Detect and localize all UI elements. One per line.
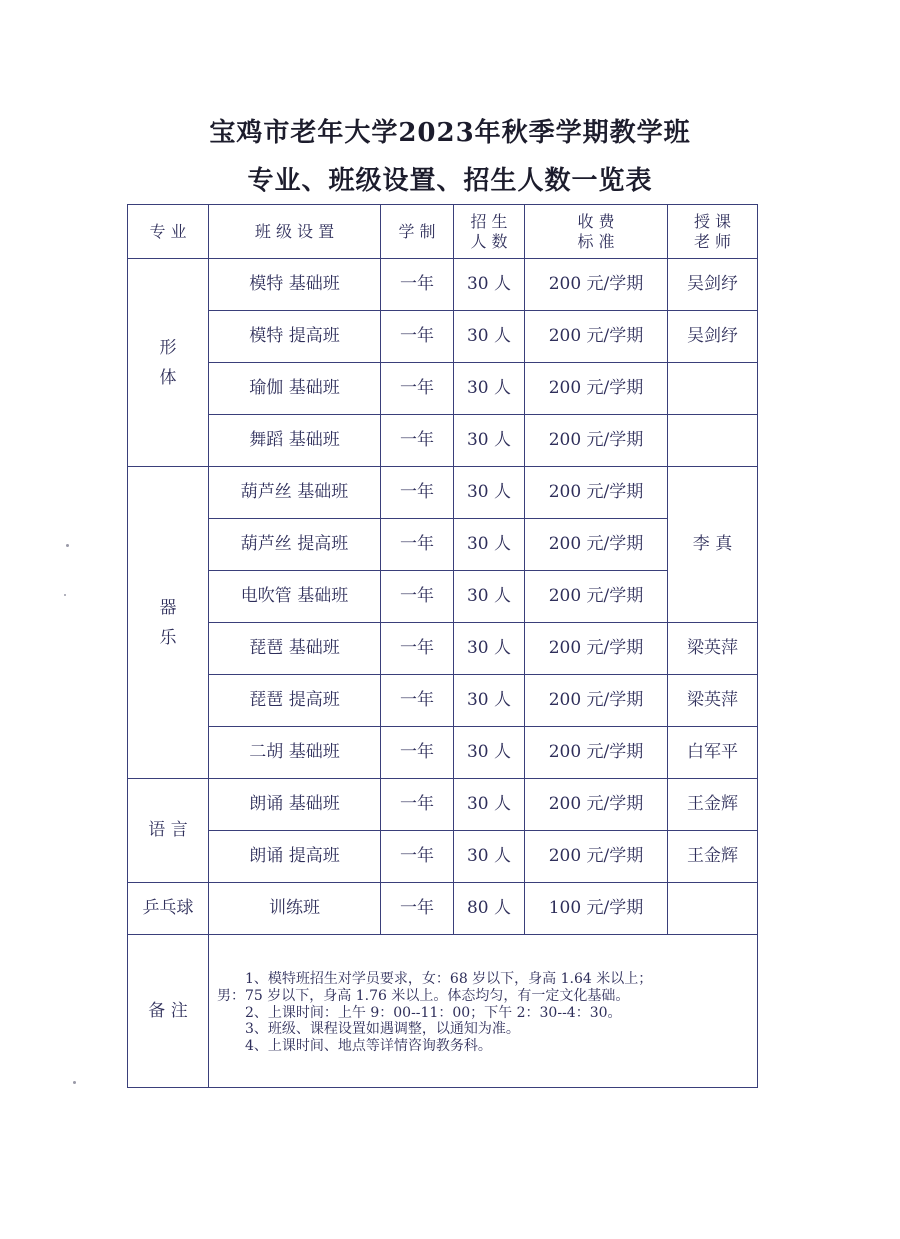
note-line: 男：75 岁以下，身高 1.76 米以上。体态均匀，有一定文化基础。 — [217, 987, 630, 1004]
enroll-cell: 30 人 — [454, 311, 525, 363]
system-cell: 一年 — [381, 519, 454, 571]
system-cell: 一年 — [381, 571, 454, 623]
header-major: 专 业 — [128, 205, 209, 259]
header-system: 学 制 — [381, 205, 454, 259]
enroll-cell: 30 人 — [454, 623, 525, 675]
notes-label-cell: 备 注 — [128, 935, 209, 1088]
system-cell: 一年 — [381, 311, 454, 363]
class-cell: 舞蹈 基础班 — [209, 415, 381, 467]
table-row — [128, 675, 758, 727]
teacher-cell: 王金辉 — [668, 779, 758, 831]
header-teacher — [668, 205, 758, 259]
table-row — [128, 623, 758, 675]
group-label: 器乐 — [159, 597, 177, 648]
group-cell-qiyue — [128, 467, 209, 779]
enroll-cell: 30 人 — [454, 831, 525, 883]
note-line: 4、上课时间、地点等详情咨询教务科。 — [245, 1038, 492, 1055]
enroll-cell: 30 人 — [454, 415, 525, 467]
document-title-line2: 专业、班级设置、招生人数一览表 — [247, 166, 653, 196]
table-row — [128, 363, 758, 415]
class-cell: 模特 提高班 — [209, 311, 381, 363]
header-enroll-line2: 人 数 — [470, 231, 508, 251]
teacher-cell: 李 真 — [668, 467, 758, 623]
class-cell: 电吹管 基础班 — [209, 571, 381, 623]
fee-cell: 200 元/学期 — [525, 831, 668, 883]
table-row — [128, 883, 758, 935]
header-enroll-line1: 招 生 — [470, 212, 508, 232]
table-row — [128, 779, 758, 831]
class-cell: 二胡 基础班 — [209, 727, 381, 779]
class-cell: 葫芦丝 基础班 — [209, 467, 381, 519]
scan-speck — [64, 594, 66, 596]
teacher-cell — [668, 415, 758, 467]
fee-cell: 200 元/学期 — [525, 779, 668, 831]
teacher-cell: 白军平 — [668, 727, 758, 779]
system-cell: 一年 — [381, 415, 454, 467]
system-cell: 一年 — [381, 623, 454, 675]
fee-cell: 200 元/学期 — [525, 571, 668, 623]
header-class: 班 级 设 置 — [209, 205, 381, 259]
fee-cell: 200 元/学期 — [525, 519, 668, 571]
header-fee-line2: 标 准 — [577, 231, 615, 251]
document-title-line1: 宝鸡市老年大学2023年秋季学期教学班 — [209, 118, 691, 148]
scan-speck — [66, 544, 69, 547]
fee-cell: 100 元/学期 — [525, 883, 668, 935]
table-row — [128, 727, 758, 779]
scan-speck — [73, 1081, 76, 1084]
class-cell: 模特 基础班 — [209, 259, 381, 311]
enroll-cell: 30 人 — [454, 467, 525, 519]
enroll-cell: 30 人 — [454, 675, 525, 727]
teacher-cell: 梁英萍 — [668, 675, 758, 727]
table-row — [128, 571, 758, 623]
enroll-cell: 30 人 — [454, 259, 525, 311]
table-row — [128, 415, 758, 467]
teacher-cell: 梁英萍 — [668, 623, 758, 675]
note-line: 2、上课时间：上午 9：00--11：00；下午 2：30--4：30。 — [245, 1004, 622, 1021]
system-cell: 一年 — [381, 259, 454, 311]
enroll-cell: 30 人 — [454, 779, 525, 831]
table-header-row — [128, 205, 758, 259]
system-cell: 一年 — [381, 727, 454, 779]
note-line: 1、模特班招生对学员要求，女：68 岁以下，身高 1.64 米以上； — [245, 971, 653, 987]
teacher-cell: 王金辉 — [668, 831, 758, 883]
class-cell: 葫芦丝 提高班 — [209, 519, 381, 571]
notes-row — [128, 935, 758, 1088]
table-row — [128, 467, 758, 519]
class-cell: 琵琶 提高班 — [209, 675, 381, 727]
teacher-cell: 吴剑纾 — [668, 259, 758, 311]
note-line: 3、班级、课程设置如遇调整，以通知为准。 — [245, 1021, 520, 1038]
header-enroll — [454, 205, 525, 259]
group-label: 形体 — [159, 337, 177, 388]
class-cell: 训练班 — [209, 883, 381, 935]
fee-cell: 200 元/学期 — [525, 727, 668, 779]
fee-cell: 200 元/学期 — [525, 415, 668, 467]
class-cell: 朗诵 提高班 — [209, 831, 381, 883]
fee-cell: 200 元/学期 — [525, 675, 668, 727]
fee-cell: 200 元/学期 — [525, 311, 668, 363]
system-cell: 一年 — [381, 831, 454, 883]
system-cell: 一年 — [381, 883, 454, 935]
fee-cell: 200 元/学期 — [525, 623, 668, 675]
fee-cell: 200 元/学期 — [525, 467, 668, 519]
header-fee-line1: 收 费 — [577, 212, 615, 232]
header-teacher-line2: 老 师 — [693, 231, 732, 251]
enroll-cell: 30 人 — [454, 363, 525, 415]
header-teacher-line1: 授 课 — [693, 212, 732, 232]
group-cell-yuyan: 语 言 — [128, 779, 209, 883]
system-cell: 一年 — [381, 363, 454, 415]
fee-cell: 200 元/学期 — [525, 259, 668, 311]
table-row — [128, 831, 758, 883]
table-row — [128, 259, 758, 311]
teacher-cell — [668, 883, 758, 935]
enroll-cell: 30 人 — [454, 519, 525, 571]
class-cell: 瑜伽 基础班 — [209, 363, 381, 415]
table-row — [128, 519, 758, 571]
system-cell: 一年 — [381, 675, 454, 727]
header-fee — [525, 205, 668, 259]
system-cell: 一年 — [381, 467, 454, 519]
class-cell: 琵琶 基础班 — [209, 623, 381, 675]
class-cell: 朗诵 基础班 — [209, 779, 381, 831]
fee-cell: 200 元/学期 — [525, 363, 668, 415]
teacher-cell: 吴剑纾 — [668, 311, 758, 363]
enroll-cell: 30 人 — [454, 727, 525, 779]
enroll-cell: 30 人 — [454, 571, 525, 623]
group-cell-pingpang: 乒乓球 — [128, 883, 209, 935]
system-cell: 一年 — [381, 779, 454, 831]
course-table — [127, 204, 758, 1088]
enroll-cell: 80 人 — [454, 883, 525, 935]
table-row — [128, 311, 758, 363]
notes-cell — [209, 935, 758, 1088]
teacher-cell — [668, 363, 758, 415]
group-cell-xingti — [128, 259, 209, 467]
